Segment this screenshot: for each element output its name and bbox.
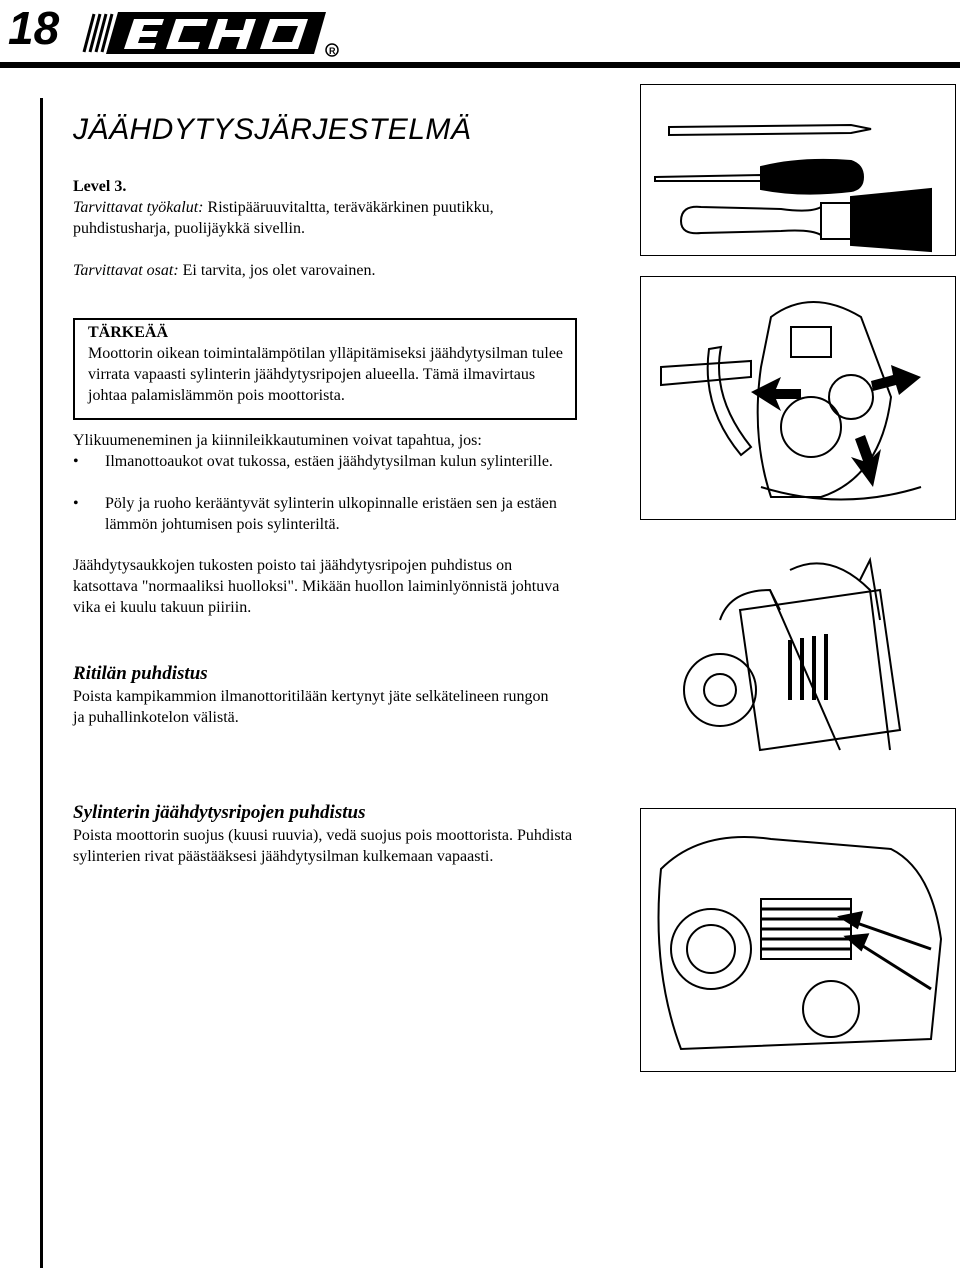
required-parts <box>73 260 573 281</box>
cylinder-fins-illustration <box>640 808 956 1072</box>
bullet-text: Ilmanottoaukot ovat tukossa, estäen jäähdytysilman kulun sylinterille. <box>105 453 553 470</box>
fins-cleaning-text: Poista moottorin suojus (kuusi ruuvia), vedä suojus pois moottorista. Puhdista sylinterien rivat päästääksesi jäähdytysilman kulkemaan vapaasti. <box>73 827 573 865</box>
blower-airflow-illustration <box>640 276 956 520</box>
svg-text:R: R <box>329 46 336 56</box>
important-label: TÄRKEÄÄ <box>88 324 169 341</box>
overheating-intro: Ylikuumeneminen ja kiinnileikkautuminen voivat tapahtua, jos: <box>73 432 482 449</box>
required-parts-text: Ei tarvita, jos olet varovainen. <box>178 262 376 279</box>
grille-illustration <box>640 530 954 780</box>
margin-rule <box>40 98 43 1268</box>
header-rule <box>0 62 960 68</box>
level-label: Level 3. <box>73 178 127 195</box>
important-text: Moottorin oikean toimintalämpötilan ylläpitämiseksi jäähdytysilman tulee virrata vapaasti sylinterin jäähdytysripojen alueella. Tämä ilmavirtaus johtaa palamislämmön pois moottorista. <box>88 345 564 404</box>
page-title: JÄÄHDYTYSJÄRJESTELMÄ <box>73 113 472 146</box>
fins-cleaning-heading: Sylinterin jäähdytysripojen puhdistus <box>73 802 366 823</box>
required-parts-label: Tarvittavat osat: <box>73 262 179 279</box>
required-tools-label: Tarvittavat työkalut: <box>73 199 204 216</box>
echo-logo <box>72 4 342 60</box>
grille-cleaning-text: Poista kampikammion ilmanottoritilään kertynyt jäte selkätelineen rungon ja puhallinkotelon välistä. <box>73 688 549 726</box>
normal-service-note: Jäähdytysaukkojen tukosten poisto tai jäähdytysripojen puhdistus on katsottava "normaaliksi huolloksi". Mikään huollon laiminlyönnistä johtuva vika ei kuulu takuun piiriin. <box>73 557 560 616</box>
required-tools-text: Ristipääruuvitaltta, teräväkärkinen puutikku, puhdistusharja, puolijäykkä sivellin. <box>73 199 494 237</box>
required-tools <box>73 197 573 239</box>
tools-illustration <box>640 84 956 256</box>
grille-cleaning-heading: Ritilän puhdistus <box>73 663 208 684</box>
page-number: 18 <box>8 2 60 54</box>
bullet-mark: • <box>73 453 79 470</box>
important-notice <box>88 322 568 406</box>
bullet-mark: • <box>73 495 79 512</box>
bullet-text: Pöly ja ruoho kerääntyvät sylinterin ulkopinnalle eristäen sen ja estäen lämmön johtumisen pois sylinteriltä. <box>105 495 557 533</box>
